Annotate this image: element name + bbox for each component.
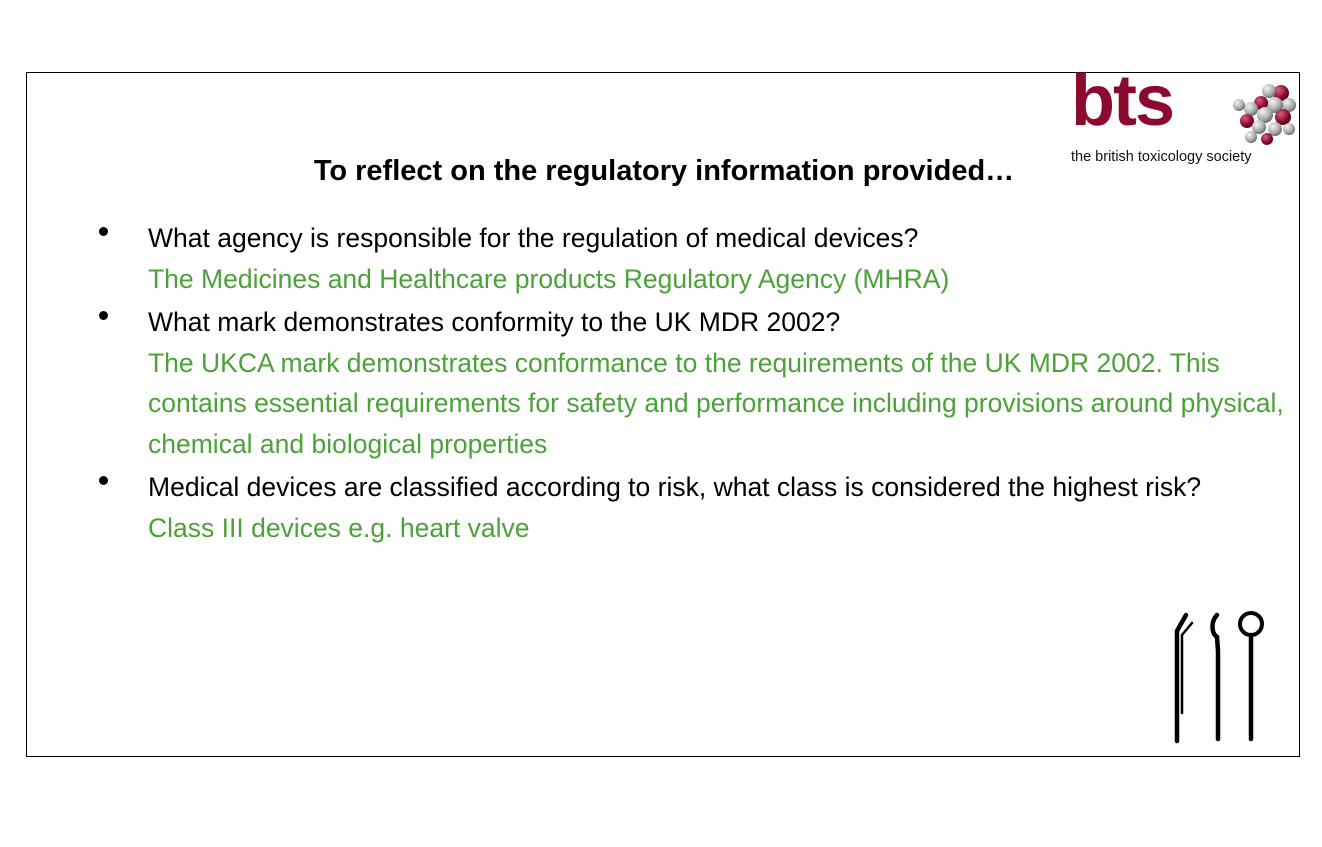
logo-tagline: the british toxicology society (1071, 149, 1252, 165)
logo-letters: bts (1071, 61, 1173, 141)
slide (26, 61, 1300, 757)
question-text: Medical devices are classified according to risk, what class is considered the highest risk? (148, 472, 1202, 502)
slide-title: To reflect on the regulatory information provided… (313, 155, 1015, 187)
bullet-icon (99, 311, 108, 320)
question-text: What mark demonstrates conformity to the UK MDR 2002? (148, 307, 841, 337)
question-text: What agency is responsible for the regulation of medical devices? (148, 223, 919, 253)
answer-text: The UKCA mark demonstrates conformance to the requirements of the UK MDR 2002. This contains essential requirements for safety and performance including provisions around physical, chemical and biological properties (148, 347, 1284, 459)
list-item (27, 218, 1301, 299)
list-item (27, 467, 1301, 548)
answer-text: Class III devices e.g. heart valve (148, 512, 530, 543)
dental-tools-icon (1167, 607, 1277, 747)
bullet-icon (99, 476, 108, 485)
answer-text: The Medicines and Healthcare products Regulatory Agency (MHRA) (148, 263, 950, 294)
list-item (27, 302, 1301, 464)
question-list (27, 218, 1301, 548)
bullet-icon (99, 227, 108, 236)
molecule-icon (1231, 83, 1297, 145)
